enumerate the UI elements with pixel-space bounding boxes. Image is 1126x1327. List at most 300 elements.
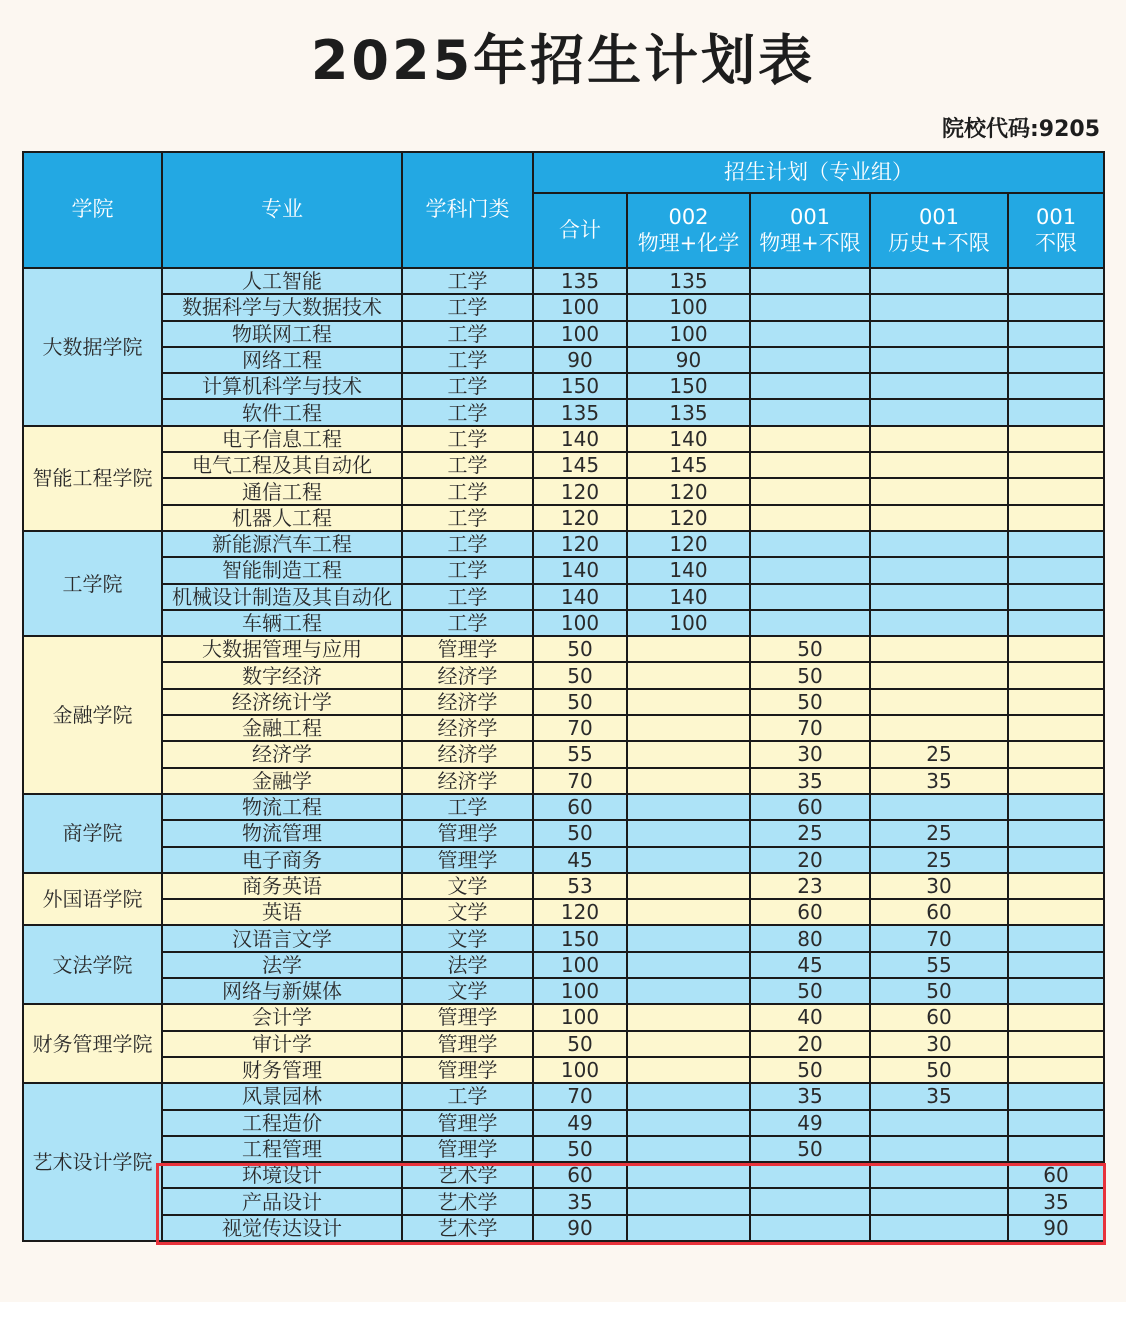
- cell-g1: [627, 820, 750, 846]
- cell-major: 工程管理: [162, 1136, 402, 1162]
- cell-g4: [1008, 715, 1104, 741]
- cell-g4: [1008, 531, 1104, 557]
- cell-category: 文学: [402, 873, 533, 899]
- table-row: [23, 531, 1104, 557]
- cell-g4: [1008, 741, 1104, 767]
- cell-major: 经济统计学: [162, 689, 402, 715]
- cell-major: 大数据管理与应用: [162, 636, 402, 662]
- cell-g3: [870, 373, 1008, 399]
- cell-g3: [870, 610, 1008, 636]
- table-row: [23, 1136, 1104, 1162]
- cell-total: 120: [533, 478, 627, 504]
- cell-category: 工学: [402, 347, 533, 373]
- cell-major: 人工智能: [162, 268, 402, 294]
- cell-category: 工学: [402, 1083, 533, 1109]
- table-row: [23, 478, 1104, 504]
- table-row: [23, 1188, 1104, 1214]
- cell-category: 工学: [402, 426, 533, 452]
- cell-g3: 70: [870, 925, 1008, 951]
- cell-g1: [627, 978, 750, 1004]
- table-row: [23, 373, 1104, 399]
- cell-g2: [750, 557, 870, 583]
- cell-category: 工学: [402, 321, 533, 347]
- header-total: 合计: [533, 193, 627, 268]
- cell-g1: 90: [627, 347, 750, 373]
- cell-g2: 25: [750, 820, 870, 846]
- cell-g3: 50: [870, 1057, 1008, 1083]
- table-row: [23, 847, 1104, 873]
- cell-major: 物流工程: [162, 794, 402, 820]
- cell-g1: 145: [627, 452, 750, 478]
- cell-g2: [750, 373, 870, 399]
- cell-major: 电子信息工程: [162, 426, 402, 452]
- cell-major: 审计学: [162, 1031, 402, 1057]
- cell-total: 70: [533, 1083, 627, 1109]
- cell-category: 管理学: [402, 820, 533, 846]
- cell-total: 50: [533, 636, 627, 662]
- cell-g4: [1008, 321, 1104, 347]
- table-row: [23, 294, 1104, 320]
- cell-category: 工学: [402, 452, 533, 478]
- page-title: 2025年招生计划表: [310, 29, 816, 92]
- table-row: [23, 399, 1104, 425]
- cell-g2: [750, 610, 870, 636]
- cell-total: 100: [533, 978, 627, 1004]
- table-row: [23, 452, 1104, 478]
- cell-total: 50: [533, 1031, 627, 1057]
- college-name: 艺术设计学院: [23, 1083, 162, 1241]
- cell-g2: [750, 1162, 870, 1188]
- cell-g3: 25: [870, 820, 1008, 846]
- cell-g1: 135: [627, 268, 750, 294]
- table-row: [23, 978, 1104, 1004]
- header-plan-group: 招生计划（专业组）: [533, 152, 1104, 193]
- cell-total: 70: [533, 768, 627, 794]
- cell-category: 工学: [402, 399, 533, 425]
- cell-g2: [750, 584, 870, 610]
- table-row: [23, 662, 1104, 688]
- cell-g4: [1008, 452, 1104, 478]
- cell-g1: [627, 1162, 750, 1188]
- table-row: [23, 925, 1104, 951]
- cell-g4: [1008, 1031, 1104, 1057]
- cell-g4: [1008, 794, 1104, 820]
- cell-category: 工学: [402, 294, 533, 320]
- cell-g4: [1008, 478, 1104, 504]
- cell-g3: 30: [870, 873, 1008, 899]
- cell-total: 60: [533, 794, 627, 820]
- cell-g3: [870, 1188, 1008, 1214]
- cell-g2: [750, 505, 870, 531]
- cell-g3: [870, 557, 1008, 583]
- cell-g4: [1008, 610, 1104, 636]
- cell-category: 法学: [402, 952, 533, 978]
- cell-g3: 60: [870, 1004, 1008, 1030]
- cell-g2: 35: [750, 1083, 870, 1109]
- table-row: [23, 610, 1104, 636]
- cell-g3: [870, 452, 1008, 478]
- college-name: 金融学院: [23, 636, 162, 794]
- cell-g2: [750, 399, 870, 425]
- cell-major: 机械设计制造及其自动化: [162, 584, 402, 610]
- cell-g1: [627, 794, 750, 820]
- cell-g2: 30: [750, 741, 870, 767]
- cell-total: 45: [533, 847, 627, 873]
- cell-g2: 50: [750, 978, 870, 1004]
- cell-g2: [750, 478, 870, 504]
- cell-category: 经济学: [402, 768, 533, 794]
- cell-category: 工学: [402, 268, 533, 294]
- cell-category: 经济学: [402, 741, 533, 767]
- cell-total: 100: [533, 321, 627, 347]
- cell-g3: [870, 531, 1008, 557]
- cell-g4: [1008, 557, 1104, 583]
- cell-g4: [1008, 1004, 1104, 1030]
- table-row: [23, 505, 1104, 531]
- cell-g4: [1008, 294, 1104, 320]
- cell-total: 60: [533, 1162, 627, 1188]
- table-row: [23, 741, 1104, 767]
- cell-g4: [1008, 347, 1104, 373]
- table-row: [23, 715, 1104, 741]
- cell-category: 艺术学: [402, 1215, 533, 1241]
- table-row: [23, 636, 1104, 662]
- cell-g1: [627, 1057, 750, 1083]
- table-row: [23, 268, 1104, 294]
- cell-g3: [870, 268, 1008, 294]
- cell-category: 工学: [402, 584, 533, 610]
- cell-g1: [627, 1215, 750, 1241]
- cell-g3: [870, 1136, 1008, 1162]
- cell-g4: [1008, 1057, 1104, 1083]
- cell-g4: [1008, 820, 1104, 846]
- cell-g3: [870, 399, 1008, 425]
- cell-g2: 20: [750, 1031, 870, 1057]
- cell-major: 电气工程及其自动化: [162, 452, 402, 478]
- cell-g3: [870, 689, 1008, 715]
- cell-g1: [627, 1031, 750, 1057]
- header-major: 专业: [162, 152, 402, 268]
- cell-g4: [1008, 1136, 1104, 1162]
- cell-category: 工学: [402, 478, 533, 504]
- cell-major: 商务英语: [162, 873, 402, 899]
- cell-g3: [870, 584, 1008, 610]
- cell-g3: 35: [870, 768, 1008, 794]
- cell-g3: [870, 1162, 1008, 1188]
- cell-g3: 50: [870, 978, 1008, 1004]
- cell-major: 产品设计: [162, 1188, 402, 1214]
- cell-g4: [1008, 662, 1104, 688]
- cell-g4: [1008, 1083, 1104, 1109]
- cell-g2: 50: [750, 1136, 870, 1162]
- cell-total: 53: [533, 873, 627, 899]
- cell-g3: [870, 505, 1008, 531]
- table-row: [23, 899, 1104, 925]
- cell-g1: [627, 925, 750, 951]
- cell-g4: [1008, 952, 1104, 978]
- cell-major: 数据科学与大数据技术: [162, 294, 402, 320]
- cell-g1: 150: [627, 373, 750, 399]
- cell-g2: 50: [750, 689, 870, 715]
- cell-g4: [1008, 584, 1104, 610]
- cell-g2: [750, 1188, 870, 1214]
- cell-g1: [627, 689, 750, 715]
- cell-g1: [627, 952, 750, 978]
- cell-category: 工学: [402, 557, 533, 583]
- table-row: [23, 768, 1104, 794]
- cell-g3: [870, 478, 1008, 504]
- cell-total: 150: [533, 373, 627, 399]
- table-row: [23, 794, 1104, 820]
- cell-major: 智能制造工程: [162, 557, 402, 583]
- cell-g1: [627, 741, 750, 767]
- cell-category: 管理学: [402, 1110, 533, 1136]
- cell-g3: [870, 1110, 1008, 1136]
- cell-g4: [1008, 268, 1104, 294]
- cell-major: 计算机科学与技术: [162, 373, 402, 399]
- cell-g2: [750, 1215, 870, 1241]
- cell-major: 汉语言文学: [162, 925, 402, 951]
- cell-total: 50: [533, 689, 627, 715]
- cell-total: 120: [533, 531, 627, 557]
- header-college: 学院: [23, 152, 162, 268]
- header-category: 学科门类: [402, 152, 533, 268]
- cell-g2: 50: [750, 662, 870, 688]
- cell-total: 150: [533, 925, 627, 951]
- cell-total: 135: [533, 399, 627, 425]
- cell-g3: 35: [870, 1083, 1008, 1109]
- cell-g1: 120: [627, 531, 750, 557]
- cell-category: 管理学: [402, 1136, 533, 1162]
- cell-g4: [1008, 505, 1104, 531]
- cell-g3: [870, 794, 1008, 820]
- table-row: [23, 873, 1104, 899]
- table-row: [23, 321, 1104, 347]
- table-row: [23, 347, 1104, 373]
- cell-g1: 135: [627, 399, 750, 425]
- cell-g1: 100: [627, 610, 750, 636]
- cell-major: 金融工程: [162, 715, 402, 741]
- cell-total: 35: [533, 1188, 627, 1214]
- cell-major: 财务管理: [162, 1057, 402, 1083]
- cell-category: 经济学: [402, 662, 533, 688]
- cell-total: 50: [533, 662, 627, 688]
- cell-g2: 80: [750, 925, 870, 951]
- cell-g2: 40: [750, 1004, 870, 1030]
- cell-g2: [750, 294, 870, 320]
- cell-g2: [750, 452, 870, 478]
- cell-major: 英语: [162, 899, 402, 925]
- cell-major: 法学: [162, 952, 402, 978]
- cell-major: 软件工程: [162, 399, 402, 425]
- cell-g2: 60: [750, 899, 870, 925]
- cell-g2: 35: [750, 768, 870, 794]
- cell-g1: [627, 662, 750, 688]
- header-group-physics-any: 001 物理+不限: [750, 193, 870, 268]
- cell-g3: 30: [870, 1031, 1008, 1057]
- cell-category: 艺术学: [402, 1162, 533, 1188]
- cell-category: 管理学: [402, 636, 533, 662]
- table-row: [23, 820, 1104, 846]
- cell-major: 物流管理: [162, 820, 402, 846]
- cell-major: 通信工程: [162, 478, 402, 504]
- cell-g3: [870, 294, 1008, 320]
- school-code: 院校代码:9205: [941, 117, 1100, 142]
- table-row: [23, 557, 1104, 583]
- table-row: [23, 1083, 1104, 1109]
- cell-g2: [750, 321, 870, 347]
- cell-category: 管理学: [402, 1057, 533, 1083]
- college-name: 大数据学院: [23, 268, 162, 426]
- cell-category: 经济学: [402, 715, 533, 741]
- cell-g2: 20: [750, 847, 870, 873]
- cell-category: 管理学: [402, 847, 533, 873]
- cell-g1: 100: [627, 294, 750, 320]
- cell-g1: 140: [627, 557, 750, 583]
- cell-g3: 25: [870, 741, 1008, 767]
- cell-g4: [1008, 373, 1104, 399]
- cell-g3: [870, 715, 1008, 741]
- cell-g1: [627, 1083, 750, 1109]
- cell-total: 135: [533, 268, 627, 294]
- cell-major: 电子商务: [162, 847, 402, 873]
- cell-g2: 49: [750, 1110, 870, 1136]
- cell-g2: [750, 347, 870, 373]
- header-group-unrestricted: 001 不限: [1008, 193, 1104, 268]
- table-row: [23, 1110, 1104, 1136]
- cell-major: 网络与新媒体: [162, 978, 402, 1004]
- cell-category: 管理学: [402, 1031, 533, 1057]
- cell-major: 经济学: [162, 741, 402, 767]
- cell-g3: [870, 1215, 1008, 1241]
- cell-category: 文学: [402, 899, 533, 925]
- table-row: [23, 1215, 1104, 1241]
- cell-total: 50: [533, 820, 627, 846]
- cell-g2: 60: [750, 794, 870, 820]
- cell-g4: [1008, 978, 1104, 1004]
- cell-total: 49: [533, 1110, 627, 1136]
- table-row: [23, 1162, 1104, 1188]
- header-group-physics-chemistry: 002 物理+化学: [627, 193, 750, 268]
- cell-major: 数字经济: [162, 662, 402, 688]
- cell-g3: [870, 662, 1008, 688]
- cell-major: 视觉传达设计: [162, 1215, 402, 1241]
- cell-g1: [627, 1136, 750, 1162]
- cell-total: 90: [533, 1215, 627, 1241]
- cell-g1: 120: [627, 478, 750, 504]
- cell-major: 环境设计: [162, 1162, 402, 1188]
- cell-g4: [1008, 873, 1104, 899]
- table-row: [23, 1004, 1104, 1030]
- cell-g3: [870, 636, 1008, 662]
- cell-total: 140: [533, 426, 627, 452]
- cell-g4: [1008, 636, 1104, 662]
- cell-total: 50: [533, 1136, 627, 1162]
- cell-total: 140: [533, 557, 627, 583]
- cell-g4: [1008, 847, 1104, 873]
- cell-g3: 25: [870, 847, 1008, 873]
- cell-total: 90: [533, 347, 627, 373]
- cell-total: 100: [533, 1057, 627, 1083]
- college-name: 财务管理学院: [23, 1004, 162, 1083]
- cell-g2: 50: [750, 1057, 870, 1083]
- cell-g4: [1008, 426, 1104, 452]
- cell-g4: [1008, 689, 1104, 715]
- college-name: 文法学院: [23, 925, 162, 1004]
- cell-category: 文学: [402, 925, 533, 951]
- college-name: 智能工程学院: [23, 426, 162, 531]
- table-row: [23, 584, 1104, 610]
- table-row: [23, 426, 1104, 452]
- table-row: [23, 1031, 1104, 1057]
- cell-total: 55: [533, 741, 627, 767]
- cell-g1: [627, 847, 750, 873]
- cell-category: 工学: [402, 794, 533, 820]
- cell-major: 机器人工程: [162, 505, 402, 531]
- cell-g1: [627, 636, 750, 662]
- cell-g2: 50: [750, 636, 870, 662]
- cell-g4: [1008, 925, 1104, 951]
- cell-category: 工学: [402, 373, 533, 399]
- cell-g4: 35: [1008, 1188, 1104, 1214]
- cell-category: 工学: [402, 531, 533, 557]
- bottom-margin: [0, 1302, 1126, 1327]
- cell-g2: 70: [750, 715, 870, 741]
- cell-category: 经济学: [402, 689, 533, 715]
- table-row: [23, 952, 1104, 978]
- cell-g1: 120: [627, 505, 750, 531]
- cell-total: 70: [533, 715, 627, 741]
- cell-g2: 45: [750, 952, 870, 978]
- table-row: [23, 689, 1104, 715]
- cell-g2: 23: [750, 873, 870, 899]
- cell-g3: 60: [870, 899, 1008, 925]
- cell-g2: [750, 531, 870, 557]
- cell-g1: [627, 899, 750, 925]
- cell-g1: [627, 1004, 750, 1030]
- table-row: [23, 1057, 1104, 1083]
- cell-g4: [1008, 768, 1104, 794]
- cell-major: 物联网工程: [162, 321, 402, 347]
- cell-major: 风景园林: [162, 1083, 402, 1109]
- college-name: 外国语学院: [23, 873, 162, 926]
- cell-g2: [750, 426, 870, 452]
- cell-g1: 140: [627, 584, 750, 610]
- cell-major: 工程造价: [162, 1110, 402, 1136]
- cell-major: 金融学: [162, 768, 402, 794]
- cell-category: 文学: [402, 978, 533, 1004]
- cell-total: 120: [533, 505, 627, 531]
- header-group-history-any: 001 历史+不限: [870, 193, 1008, 268]
- cell-g1: [627, 1110, 750, 1136]
- cell-g4: 60: [1008, 1162, 1104, 1188]
- cell-g1: [627, 873, 750, 899]
- cell-g4: [1008, 899, 1104, 925]
- cell-category: 工学: [402, 505, 533, 531]
- enrollment-plan-table: [22, 151, 1105, 1242]
- cell-total: 120: [533, 899, 627, 925]
- college-name: 商学院: [23, 794, 162, 873]
- cell-g1: [627, 768, 750, 794]
- cell-total: 100: [533, 610, 627, 636]
- cell-category: 管理学: [402, 1004, 533, 1030]
- college-name: 工学院: [23, 531, 162, 636]
- cell-g4: [1008, 399, 1104, 425]
- cell-g3: [870, 426, 1008, 452]
- cell-g1: 100: [627, 321, 750, 347]
- cell-major: 网络工程: [162, 347, 402, 373]
- cell-total: 100: [533, 952, 627, 978]
